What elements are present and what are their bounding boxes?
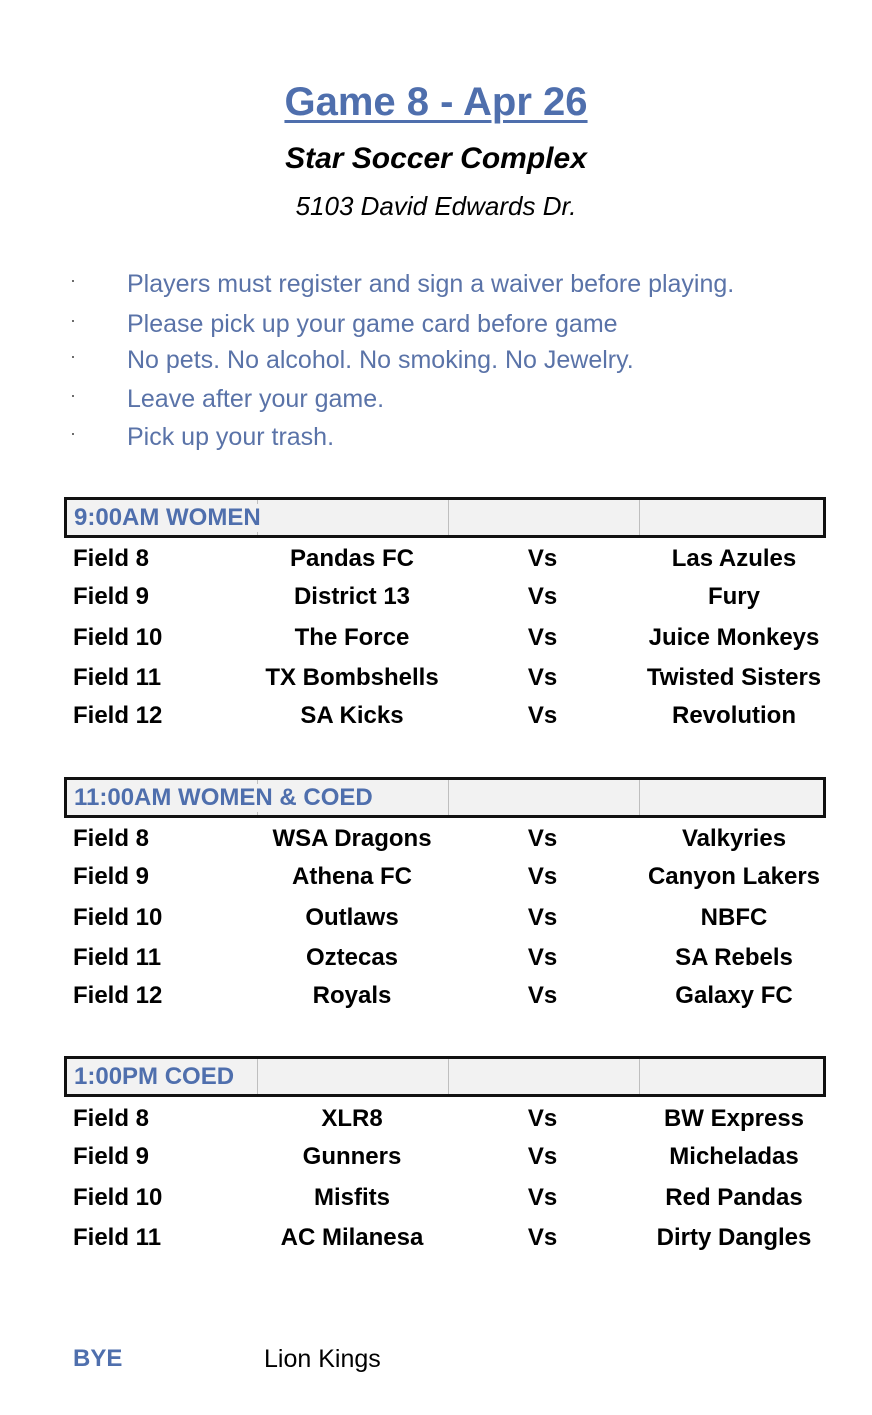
rule-text: Players must register and sign a waiver before playing. <box>127 270 735 298</box>
table-row <box>0 545 872 579</box>
bullet-icon: · <box>70 310 76 330</box>
table-row <box>0 664 872 698</box>
home-team-cell: SA Kicks <box>300 702 404 729</box>
vs-cell: Vs <box>527 664 558 691</box>
home-team-cell: TX Bombshells <box>265 664 439 691</box>
table-row <box>0 1224 872 1258</box>
field-cell: Field 11 <box>73 944 162 971</box>
away-team-cell: Las Azules <box>671 545 797 572</box>
section-heading: 1:00PM COED <box>74 1063 235 1090</box>
field-cell: Field 10 <box>73 1184 163 1211</box>
vs-cell: Vs <box>527 624 558 651</box>
field-cell: Field 9 <box>73 1143 150 1170</box>
vs-cell: Vs <box>527 545 558 572</box>
section-heading: 9:00AM WOMEN <box>74 504 261 531</box>
vs-cell: Vs <box>527 583 558 610</box>
vs-cell: Vs <box>527 904 558 931</box>
away-team-cell: BW Express <box>663 1105 805 1132</box>
field-cell: Field 8 <box>73 1105 150 1132</box>
vs-cell: Vs <box>527 1143 558 1170</box>
field-cell: Field 9 <box>73 583 150 610</box>
field-cell: Field 8 <box>73 545 150 572</box>
home-team-cell: WSA Dragons <box>272 825 432 852</box>
home-team-cell: The Force <box>294 624 410 651</box>
field-cell: Field 12 <box>73 982 163 1009</box>
home-team-cell: Gunners <box>302 1143 402 1170</box>
away-team-cell: Dirty Dangles <box>656 1224 812 1251</box>
table-row <box>0 863 872 897</box>
away-team-cell: NBFC <box>700 904 768 931</box>
vs-cell: Vs <box>527 702 558 729</box>
away-team-cell: Micheladas <box>669 1143 799 1170</box>
section-header <box>64 1056 826 1097</box>
vs-cell: Vs <box>527 1184 558 1211</box>
table-row <box>0 982 872 1016</box>
table-row <box>0 1105 872 1139</box>
home-team-cell: Royals <box>312 982 392 1009</box>
table-row <box>0 1143 872 1177</box>
vs-cell: Vs <box>527 1224 558 1251</box>
home-team-cell: Oztecas <box>305 944 399 971</box>
field-cell: Field 9 <box>73 863 150 890</box>
away-team-cell: SA Rebels <box>675 944 793 971</box>
away-team-cell: Red Pandas <box>665 1184 803 1211</box>
bullet-icon: · <box>70 385 76 405</box>
away-team-cell: Revolution <box>672 702 796 729</box>
bullet-icon: · <box>70 346 76 366</box>
field-cell: Field 10 <box>73 624 163 651</box>
page-title: Game 8 - Apr 26 <box>284 80 588 124</box>
away-team-cell: Juice Monkeys <box>648 624 820 651</box>
section-heading: 11:00AM WOMEN & COED <box>74 784 373 811</box>
field-cell: Field 12 <box>73 702 163 729</box>
field-cell: Field 8 <box>73 825 150 852</box>
table-row <box>0 944 872 978</box>
home-team-cell: Outlaws <box>305 904 399 931</box>
away-team-cell: Galaxy FC <box>675 982 793 1009</box>
list-item <box>70 346 830 378</box>
vs-cell: Vs <box>527 982 558 1009</box>
home-team-cell: Athena FC <box>292 863 412 890</box>
bullet-icon: · <box>70 270 76 290</box>
section-header <box>64 497 826 538</box>
away-team-cell: Twisted Sisters <box>646 664 822 691</box>
rule-text: Leave after your game. <box>127 385 385 413</box>
vs-cell: Vs <box>527 863 558 890</box>
home-team-cell: District 13 <box>293 583 411 610</box>
table-row <box>0 583 872 617</box>
table-row <box>0 624 872 658</box>
bye-team: Lion Kings <box>264 1345 381 1373</box>
home-team-cell: Misfits <box>313 1184 390 1211</box>
list-item <box>70 423 830 455</box>
rule-text: Please pick up your game card before game <box>127 310 618 338</box>
away-team-cell: Fury <box>707 583 760 610</box>
home-team-cell: XLR8 <box>321 1105 383 1132</box>
table-row <box>0 1184 872 1218</box>
list-item <box>70 270 830 302</box>
field-cell: Field 11 <box>73 1224 162 1251</box>
list-item <box>70 310 830 342</box>
table-row <box>0 702 872 736</box>
list-item <box>70 385 830 417</box>
venue-name: Star Soccer Complex <box>285 142 587 175</box>
bye-label: BYE <box>73 1345 123 1372</box>
field-cell: Field 11 <box>73 664 162 691</box>
away-team-cell: Valkyries <box>681 825 787 852</box>
vs-cell: Vs <box>527 1105 558 1132</box>
section-header <box>64 777 826 818</box>
home-team-cell: Pandas FC <box>289 545 415 572</box>
bullet-icon: · <box>70 423 76 443</box>
away-team-cell: Canyon Lakers <box>647 863 821 890</box>
field-cell: Field 10 <box>73 904 163 931</box>
rule-text: No pets. No alcohol. No smoking. No Jewelry. <box>127 346 634 374</box>
rule-text: Pick up your trash. <box>127 423 335 451</box>
table-row <box>0 825 872 859</box>
vs-cell: Vs <box>527 944 558 971</box>
table-row <box>0 904 872 938</box>
vs-cell: Vs <box>527 825 558 852</box>
venue-address: 5103 David Edwards Dr. <box>295 191 577 221</box>
home-team-cell: AC Milanesa <box>280 1224 424 1251</box>
